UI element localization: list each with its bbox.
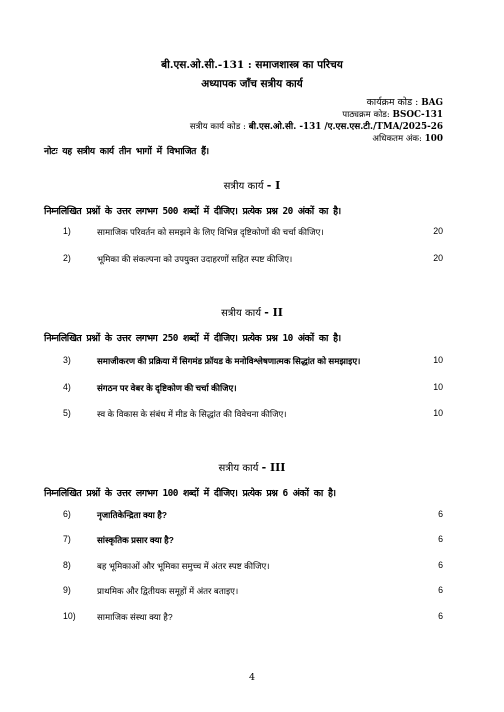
question-number: 10): [63, 611, 76, 621]
section-instruction: निम्नलिखित प्रश्नों के उत्तर लगभग 100 शब्दों में दीजिए। प्रत्येक प्रश्न 6 अंकों का है।: [44, 488, 336, 499]
question-text: प्राथमिक और द्वितीयक समूहों में अंतर बताइए।: [97, 586, 239, 596]
programme-code: [367, 95, 443, 108]
question-text: नृजातिकेन्द्रिता क्या है?: [97, 510, 168, 520]
question-text: समाजीकरण की प्रक्रिया में सिगमंड फ्रॉयड के मनोविश्लेषणात्मक सिद्धांत को समझाइए।: [97, 356, 361, 366]
question-marks: 10: [433, 355, 443, 365]
page-number: 4: [248, 672, 256, 683]
question-marks: 20: [433, 226, 443, 236]
question-number: 5): [63, 408, 71, 418]
question-number: 9): [63, 585, 71, 595]
assignment-code: [190, 120, 443, 132]
programme-code-value: BAG: [421, 98, 443, 108]
assignment-code-value: बी.एस.ओ.सी. -131 /ए.एस.एस.टी./TMA/2025-26: [248, 122, 443, 132]
question-number: 3): [63, 355, 71, 365]
question-text: सांस्कृतिक प्रसार क्या है?: [97, 535, 174, 545]
section-label: सत्रीय कार्य: [218, 463, 259, 474]
assignment-note: नोटः यह सत्रीय कार्य तीन भागों में विभाजित हैं।: [44, 146, 209, 157]
section-numeral: - II: [264, 306, 283, 319]
question-text: भूमिका की संकल्पना को उपयुक्त उदाहरणों सहित स्पष्ट कीजिए।: [97, 254, 293, 264]
question-number: 7): [63, 534, 71, 544]
question-number: 8): [63, 560, 71, 570]
question-number: 1): [63, 226, 71, 236]
course-code-value: BSOC-131: [392, 110, 443, 120]
section-heading: [0, 178, 504, 192]
section-heading: [0, 305, 504, 319]
question-marks: 6: [438, 585, 443, 595]
max-marks-value: 100: [424, 134, 443, 144]
document-subtitle: अध्यापक जाँच सत्रीय कार्य: [201, 78, 303, 90]
section-label: सत्रीय कार्य: [221, 308, 262, 319]
max-marks: [372, 132, 443, 144]
question-marks: 20: [433, 253, 443, 263]
question-marks: 6: [438, 534, 443, 544]
question-text: बह भूमिकाओं और भूमिका समुच्च में अंतर स्पष्ट कीजिए।: [97, 561, 270, 571]
question-marks: 6: [438, 509, 443, 519]
section-instruction: निम्नलिखित प्रश्नों के उत्तर लगभग 250 शब्दों में दीजिए। प्रत्येक प्रश्न 10 अंकों का है।: [44, 333, 341, 344]
section-instruction: निम्नलिखित प्रश्नों के उत्तर लगभग 500 शब्दों में दीजिए। प्रत्येक प्रश्न 20 अंकों का है।: [44, 206, 341, 217]
max-marks-label: अधिकतम अंक:: [372, 134, 422, 144]
question-marks: 10: [433, 382, 443, 392]
question-number: 2): [63, 253, 71, 263]
programme-code-label: कार्यक्रम कोड :: [366, 97, 419, 108]
section-numeral: - III: [261, 461, 286, 474]
question-text: सामाजिक संस्था क्या है?: [97, 612, 173, 622]
course-code-label: पाठ्यक्रम कोड:: [342, 110, 390, 120]
question-marks: 6: [438, 560, 443, 570]
course-code: [342, 108, 443, 120]
section-numeral: - I: [266, 179, 281, 192]
document-title: बी.एस.ओ.सी.-131 : समाजशास्त्र का परिचय: [161, 59, 343, 71]
question-number: 6): [63, 509, 71, 519]
question-marks: 10: [433, 408, 443, 418]
question-text: संगठन पर वेबर के दृष्टिकोण की चर्चा कीजिए।: [97, 383, 237, 393]
question-number: 4): [63, 382, 71, 392]
question-text: सामाजिक परिवर्तन को समझने के लिए विभिन्न दृष्टिकोणों की चर्चा कीजिए।: [97, 227, 324, 237]
section-label: सत्रीय कार्य: [223, 181, 264, 192]
section-heading: [0, 460, 504, 474]
question-marks: 6: [438, 611, 443, 621]
question-text: स्व के विकास के संबंध में मीड के सिद्धांत की विवेचना कीजिए।: [97, 409, 287, 419]
assignment-code-label: सत्रीय कार्य कोड :: [189, 122, 246, 132]
